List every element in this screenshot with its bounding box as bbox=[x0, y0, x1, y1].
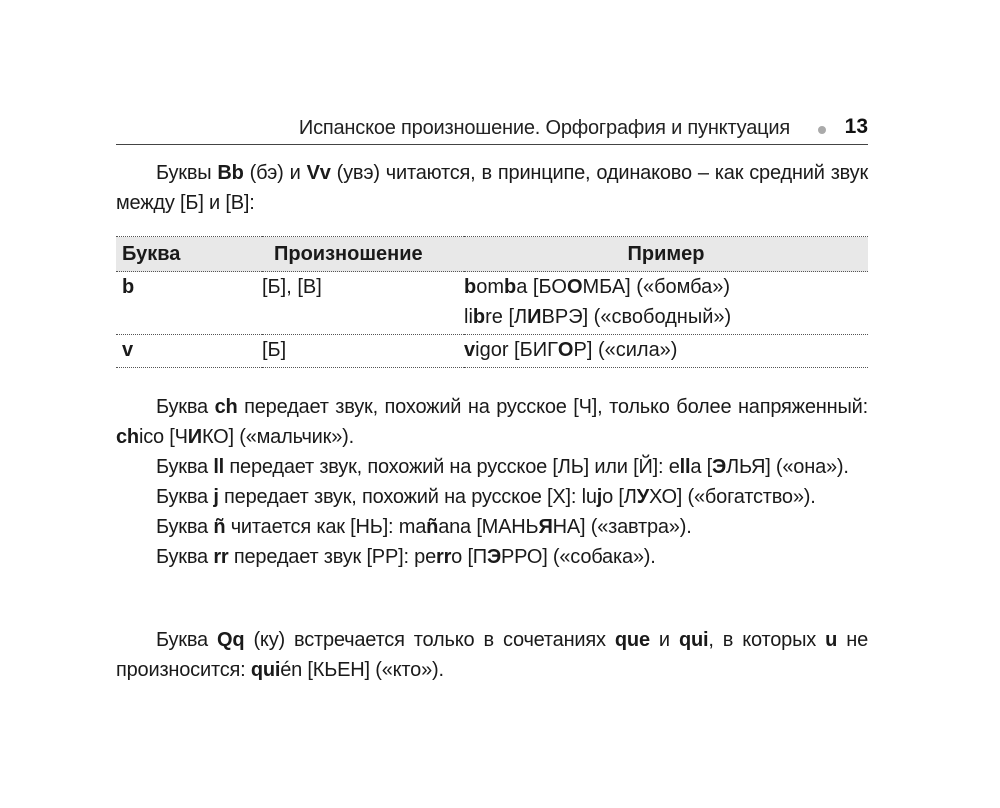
table-row bbox=[116, 272, 868, 303]
page-number: 13 bbox=[844, 115, 868, 138]
table-header-row bbox=[116, 237, 868, 272]
example-cell: vigor [БИГОР] («сила») bbox=[464, 335, 868, 368]
header-letter: Буква bbox=[116, 237, 262, 272]
letter-cell: v bbox=[116, 335, 262, 368]
rule-ll: Буква ll передает звук, похожий на русское [ЛЬ] или [Й]: ella [ЭЛЬЯ] («она»). bbox=[156, 456, 849, 478]
letter-rules bbox=[116, 392, 868, 572]
example-cell: bomba [БООМБА] («бомба») bbox=[464, 276, 731, 298]
pronunciation-cell: [Б], [В] bbox=[262, 276, 322, 298]
header-example: Пример bbox=[464, 237, 868, 272]
rule-rr: Буква rr передает звук [РР]: perro [ПЭРРО] («собака»). bbox=[156, 546, 656, 568]
table-row bbox=[116, 302, 868, 335]
rule-j: Буква j передает звук, похожий на русское [Х]: lujo [ЛУХО] («богатство»). bbox=[156, 486, 816, 508]
qq-paragraph: Буква Qq (ку) встречается только в сочетаниях que и qui, в которых u не произносится: quién [КЬЕН] («кто»). bbox=[116, 629, 868, 681]
rule-ch: Буква ch передает звук, похожий на русское [Ч], только более напряженный: chico [ЧИКО] («мальчик»). bbox=[116, 396, 868, 448]
bullet-dot-icon bbox=[818, 126, 826, 134]
table-row bbox=[116, 335, 868, 368]
pronunciation-cell: [Б] bbox=[262, 335, 464, 368]
running-header-title: Испанское произношение. Орфография и пунктуация bbox=[298, 117, 790, 139]
header-pronunciation: Произношение bbox=[262, 237, 464, 272]
letter-cell: b bbox=[122, 276, 135, 298]
example-cell: libre [ЛИВРЭ] («свободный») bbox=[464, 302, 868, 335]
running-header bbox=[116, 114, 868, 145]
pronunciation-table bbox=[116, 236, 868, 368]
rule-n: Буква ñ читается как [НЬ]: mañana [МАНЬЯНА] («завтра»). bbox=[156, 516, 692, 538]
intro-paragraph: Буквы Bb (бэ) и Vv (увэ) читаются, в принципе, одинаково – как средний звук между [Б] и [В]: bbox=[116, 162, 868, 214]
